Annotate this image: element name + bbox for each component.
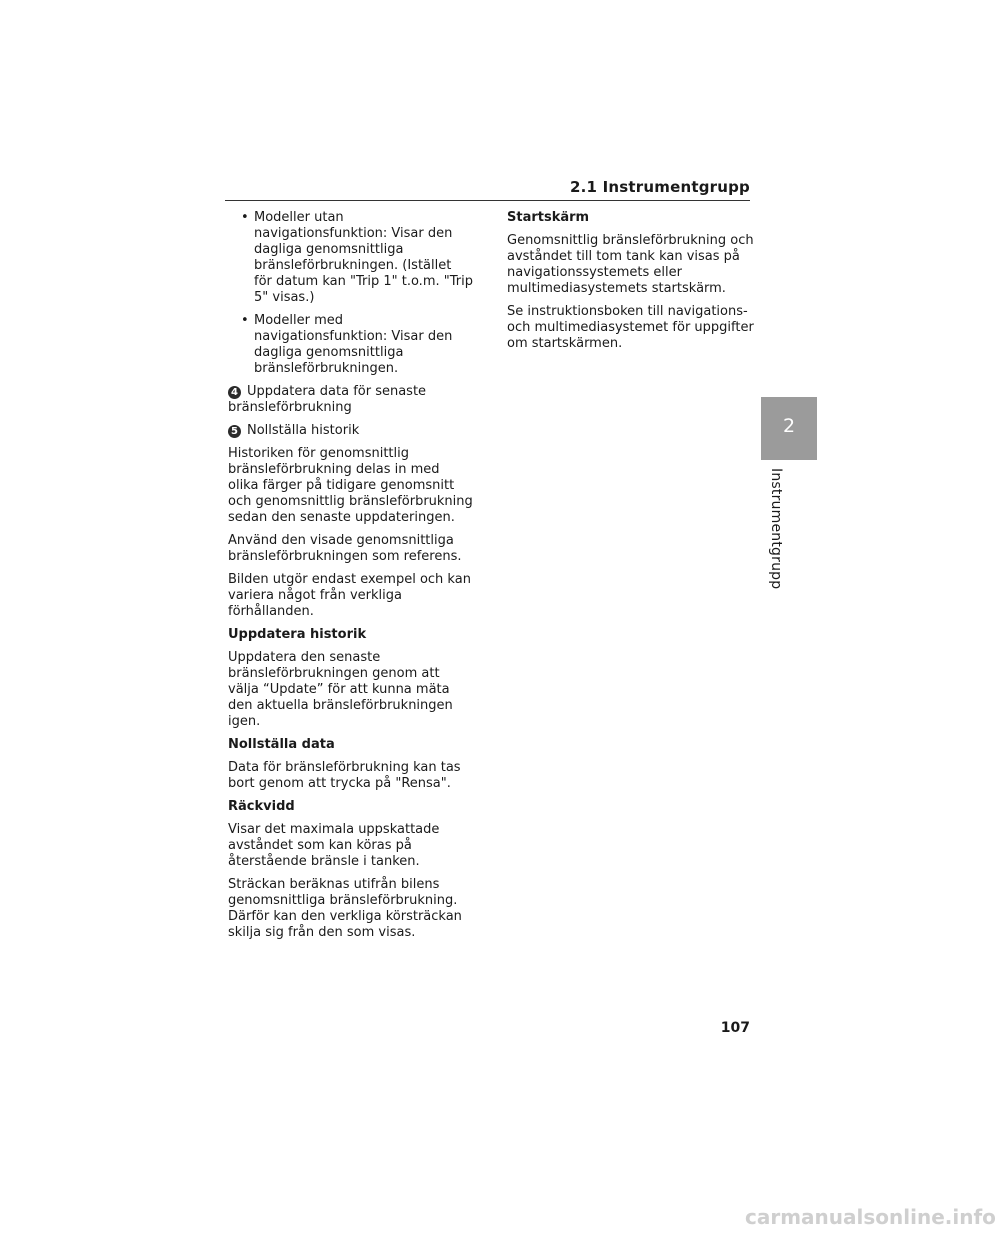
heading-reset: Nollställa data [228, 737, 335, 752]
bullet-dot: • [241, 313, 249, 328]
item-text: Uppdatera data för senaste bränsleförbrukning [228, 384, 427, 415]
bullet-dot: • [241, 210, 249, 225]
item-text: Nollställa historik [247, 423, 360, 438]
bullet-text: Modeller med navigationsfunktion: Visar den dagliga genomsnittliga bränsleförbrukningen. [254, 313, 453, 376]
heading-update: Uppdatera historik [228, 627, 367, 642]
paragraph: Historiken för genomsnittlig bränsleförbrukning delas in med olika färger på tidigare genomsnitt och genomsnittlig bränsleförbrukning sedan den senaste uppdateringen. [228, 446, 473, 525]
numbered-item-5 [228, 423, 473, 439]
chapter-number: 2 [782, 415, 796, 437]
numbered-item-4 [228, 384, 473, 416]
left-column [228, 210, 473, 948]
section-header: 2.1 Instrumentgrupp [570, 178, 750, 196]
paragraph: Se instruktionsboken till navigations- och multimediasystemet för uppgifter om startskärmen. [507, 304, 754, 351]
chapter-side-label: Instrumentgrupp [768, 468, 784, 590]
bullet-item [228, 313, 473, 377]
header-rule [225, 200, 750, 201]
right-column [507, 210, 755, 359]
paragraph: Data för bränsleförbrukning kan tas bort genom att trycka på "Rensa". [228, 760, 461, 791]
number-badge: 5 [228, 425, 241, 438]
paragraph: Använd den visade genomsnittliga bränsleförbrukningen som referens. [228, 533, 462, 564]
paragraph: Genomsnittlig bränsleförbrukning och avståndet till tom tank kan visas på navigationssystemets eller multimediasystemets startskärm. [507, 233, 754, 296]
number-badge: 4 [228, 386, 241, 399]
bullet-item [228, 210, 473, 306]
paragraph: Uppdatera den senaste bränsleförbrukningen genom att välja “Update” för att kunna mäta den aktuella bränsleförbrukningen igen. [228, 650, 453, 729]
paragraph: Sträckan beräknas utifrån bilens genomsnittliga bränsleförbrukning. Därför kan den verkliga körsträckan skilja sig från den som visas. [228, 877, 462, 940]
watermark: carmanualsonline.info [745, 1205, 996, 1229]
paragraph: Bilden utgör endast exempel och kan variera något från verkliga förhållanden. [228, 572, 471, 619]
paragraph: Visar det maximala uppskattade avståndet som kan köras på återstående bränsle i tanken. [228, 822, 440, 869]
bullet-text: Modeller utan navigationsfunktion: Visar den dagliga genomsnittliga bränsleförbrukningen. (Istället för datum kan "Trip 1" t.o.m. "Trip 5" visas.) [254, 210, 473, 305]
heading-range: Räckvidd [228, 799, 295, 814]
heading-start-screen: Startskärm [507, 210, 590, 225]
page-number: 107 [720, 1020, 750, 1036]
chapter-tab[interactable] [761, 397, 817, 460]
